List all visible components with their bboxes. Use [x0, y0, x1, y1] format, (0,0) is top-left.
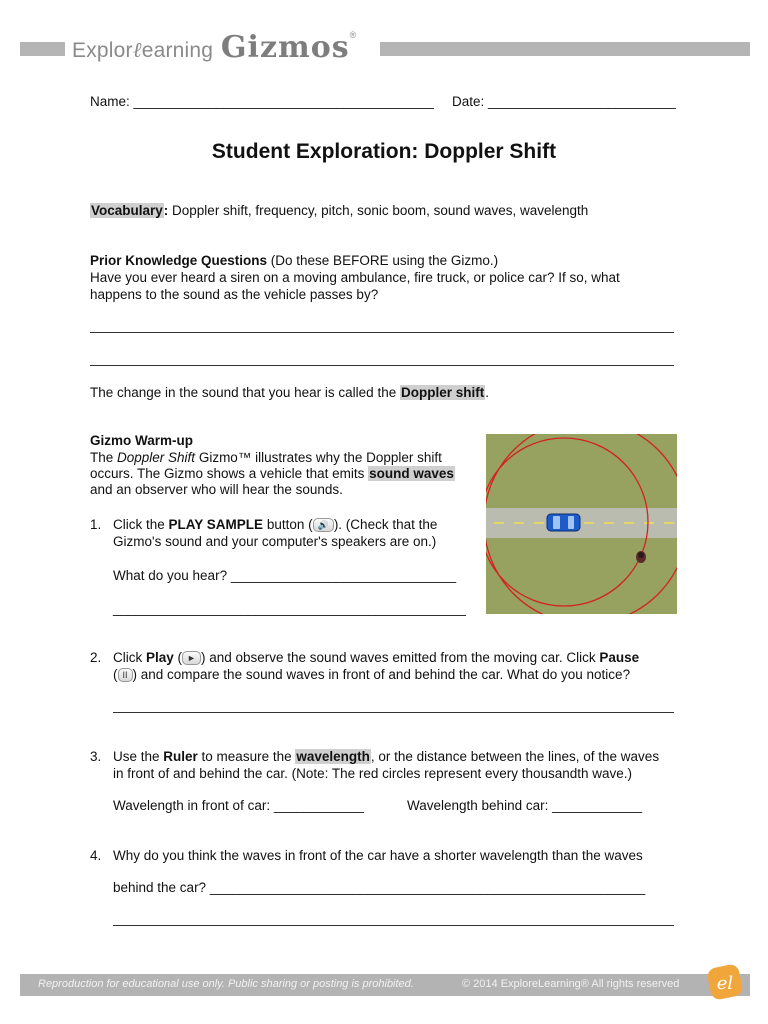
question-2-number: 2.	[90, 650, 102, 665]
doppler-shift-statement: The change in the sound that you hear is called the Doppler shift.	[90, 385, 489, 400]
wavelength-front-field: Wavelength in front of car: ____________	[113, 798, 364, 813]
prior-question-line2: happens to the sound as the vehicle passes by?	[90, 287, 379, 302]
gizmo-screenshot	[486, 434, 677, 614]
question-2-line1: Click Play ( ► ) and observe the sound waves emitted from the moving car. Click Pause	[113, 650, 640, 665]
pause-icon: II	[118, 668, 133, 682]
question-3-line2: in front of and behind the car. (Note: The red circles represent every thousandth wave.)	[113, 766, 633, 781]
question-1-answer-line: _______________________________________________	[113, 601, 466, 616]
answer-line	[113, 712, 674, 713]
observer-icon	[636, 551, 646, 563]
question-1-line2: Gizmo's sound and your computer's speakers are on.)	[113, 534, 437, 549]
question-4-line1: Why do you think the waves in front of the car have a shorter wavelength than the waves	[113, 848, 643, 863]
prior-knowledge-heading: Prior Knowledge Questions (Do these BEFORE using the Gizmo.)	[90, 253, 499, 268]
answer-line	[113, 925, 674, 926]
explorelearning-el-logo	[705, 962, 745, 1002]
play-sample-button-icon: 🔊	[313, 518, 334, 532]
svg-text:el: el	[716, 973, 734, 994]
question-2-line2: ( II ) and compare the sound waves in front of and behind the car. What do you notice?	[113, 667, 631, 682]
question-4-line2: behind the car? __________________________________________________________	[113, 880, 646, 895]
date-field: Date: _________________________	[452, 94, 676, 109]
play-icon: ►	[182, 651, 201, 665]
gizmo-scene	[486, 434, 677, 614]
footer-disclaimer: Reproduction for educational use only. Public sharing or posting is prohibited.	[38, 978, 414, 990]
question-3-line1: Use the Ruler to measure the wavelength, or the distance between the lines, of the waves	[113, 749, 660, 764]
question-4-number: 4.	[90, 848, 102, 863]
page-title: Student Exploration: Doppler Shift	[211, 140, 557, 163]
explorelearning-gizmos-logo: Explorℓearning Gizmos®	[72, 30, 357, 65]
prior-question-line1: Have you ever heard a siren on a moving ambulance, fire truck, or police car? If so, what	[90, 270, 620, 285]
warmup-heading: Gizmo Warm-up	[90, 433, 193, 448]
answer-line	[90, 365, 674, 366]
header-bar-left	[20, 42, 65, 56]
footer-copyright: © 2014 ExploreLearning® All rights reserved	[462, 978, 680, 990]
wavelength-behind-field: Wavelength behind car: ____________	[407, 798, 643, 813]
vocabulary-line: Vocabulary: Doppler shift, frequency, pitch, sonic boom, sound waves, wavelength	[91, 203, 589, 218]
question-1-line1: Click the PLAY SAMPLE button ( 🔊 ). (Check that the	[113, 517, 438, 532]
question-3-number: 3.	[90, 749, 102, 764]
warmup-line1: The Doppler Shift Gizmo™ illustrates why the Doppler shift	[90, 450, 442, 465]
question-1-prompt: What do you hear? ______________________________	[113, 568, 457, 583]
question-1-number: 1.	[90, 517, 102, 532]
warmup-line2: occurs. The Gizmo shows a vehicle that emits sound waves	[90, 466, 454, 481]
answer-line	[90, 332, 674, 333]
car-icon	[547, 514, 580, 531]
header-bar-right	[380, 42, 750, 56]
warmup-line3: and an observer who will hear the sounds.	[90, 482, 343, 497]
name-field: Name: ________________________________________	[90, 94, 434, 109]
